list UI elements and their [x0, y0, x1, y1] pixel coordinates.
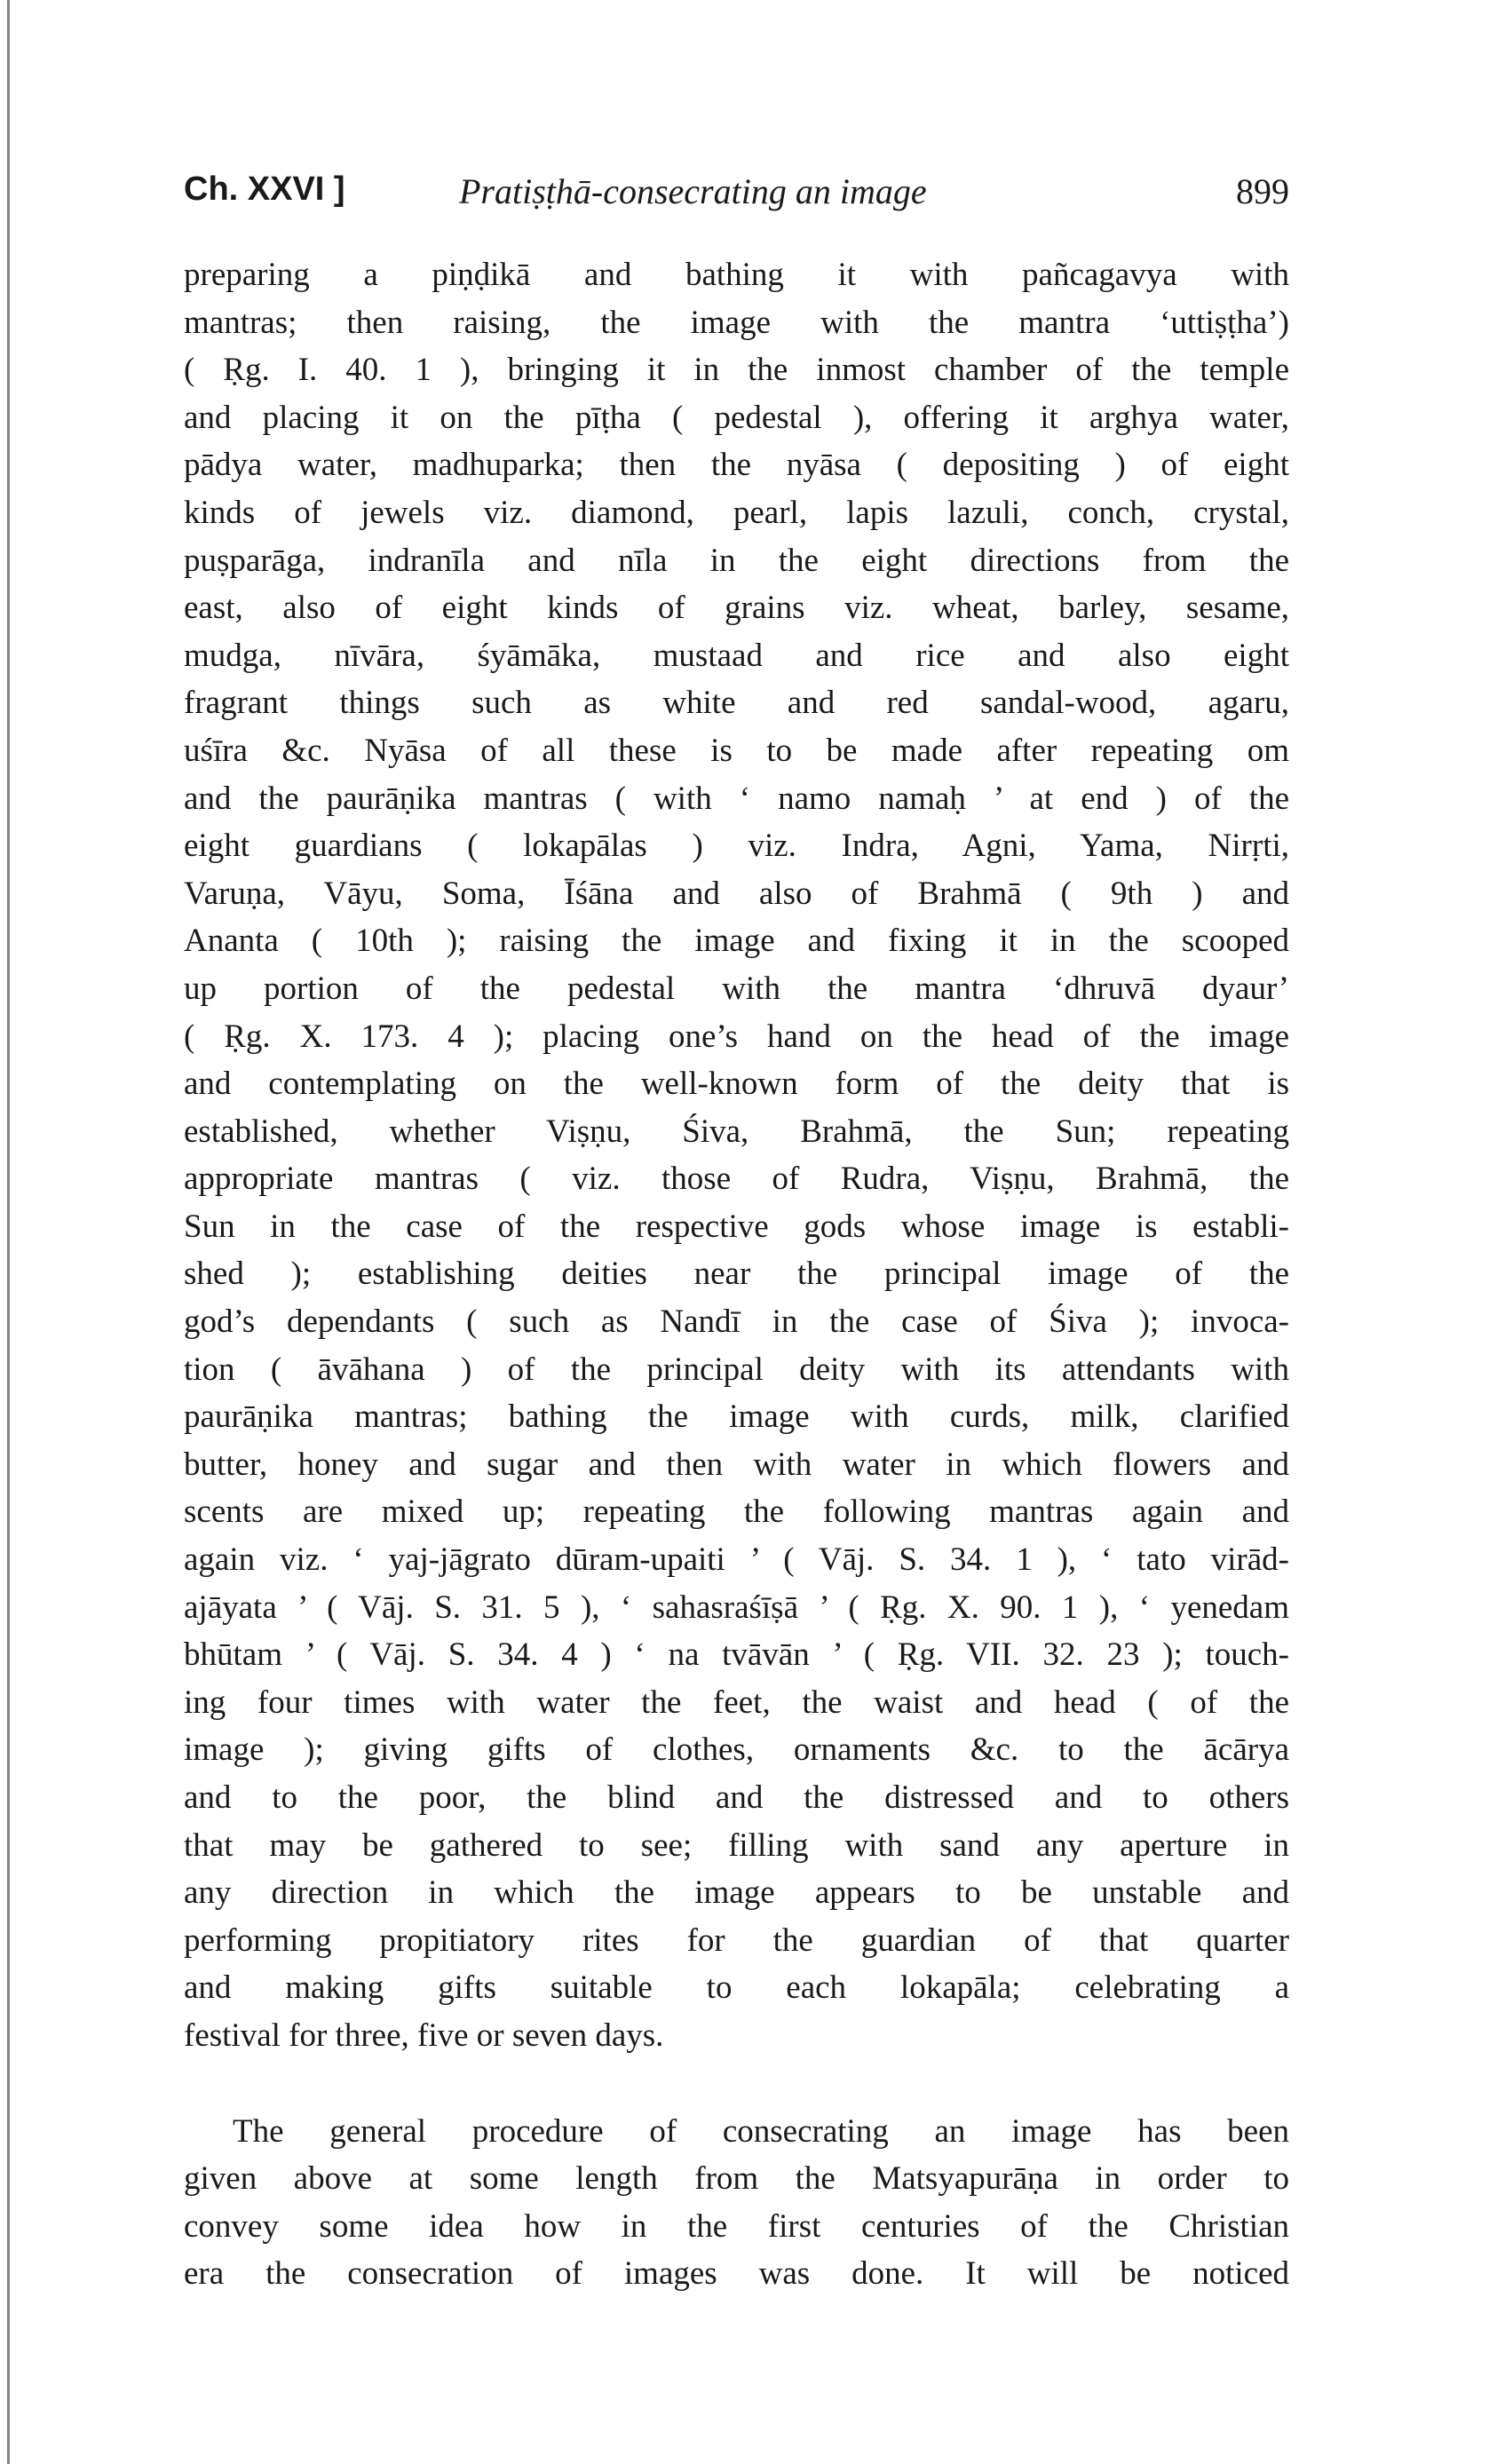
text-line: uśīra &c. Nyāsa of all these is to be made after repeating om	[184, 732, 1289, 769]
text-line: Varuṇa, Vāyu, Soma, Īśāna and also of Brahmā ( 9th ) and	[184, 875, 1289, 912]
text-line: pādya water, madhuparka; then the nyāsa ( depositing ) of eight	[184, 447, 1289, 484]
text-line: mantras; then raising, the image with the mantra ‘uttiṣṭha’)	[184, 304, 1289, 341]
chapter-label: Ch. XXVI ]	[184, 170, 345, 208]
text-line: and making gifts suitable to each lokapāla; celebrating a	[184, 1969, 1289, 2007]
text-line: any direction in which the image appears to be unstable and	[184, 1874, 1289, 1912]
text-line: tion ( āvāhana ) of the principal deity with its attendants with	[184, 1351, 1289, 1388]
text-line: preparing a piṇḍikā and bathing it with pañcagavya with	[184, 257, 1289, 293]
text-line: puṣparāga, indranīla and nīla in the eight directions from the	[184, 542, 1289, 579]
text-line: convey some idea how in the first centuries of the Christian	[184, 2207, 1289, 2245]
page-number: 899	[1236, 171, 1289, 211]
text-line: again viz. ‘ yaj-jāgrato dūram-upaiti ’ ( Vāj. S. 34. 1 ), ‘ tato virād-	[184, 1541, 1289, 1579]
text-line: shed ); establishing deities near the principal image of the	[184, 1256, 1289, 1293]
text-line: bhūtam ’ ( Vāj. S. 34. 4 ) ‘ na tvāvān ’ ( Ṛg. VII. 32. 23 ); touch-	[184, 1636, 1289, 1674]
body-text	[184, 251, 1289, 2298]
text-line: god’s dependants ( such as Nandī in the case of Śiva ); invoca-	[184, 1303, 1289, 1341]
text-line: appropriate mantras ( viz. those of Rudra, Viṣṇu, Brahmā, the	[184, 1161, 1289, 1198]
text-line: butter, honey and sugar and then with water in which flowers and	[184, 1446, 1289, 1483]
text-line: ( Ṛg. X. 173. 4 ); placing one’s hand on the head of the image	[184, 1018, 1289, 1055]
text-line: established, whether Viṣṇu, Śiva, Brahmā, the Sun; repeating	[184, 1113, 1289, 1150]
text-line: Ananta ( 10th ); raising the image and fixing it in the scooped	[184, 923, 1289, 960]
text-line: era the consecration of images was done. It will be noticed	[184, 2255, 1289, 2293]
scan-margin-line	[7, 0, 10, 2464]
running-title: Pratiṣṭhā-consecrating an image	[459, 171, 927, 211]
text-line: image ); giving gifts of clothes, ornaments &c. to the ācārya	[184, 1731, 1289, 1769]
paragraph-1	[184, 251, 1289, 2060]
text-line: The general procedure of consecrating an image has been	[233, 2112, 1289, 2150]
text-line: mudga, nīvāra, śyāmāka, mustaad and rice and also eight	[184, 637, 1289, 674]
text-line: eight guardians ( lokapālas ) viz. Indra, Agni, Yama, Nirṛti,	[184, 828, 1289, 865]
text-line: and placing it on the pīṭha ( pedestal ), offering it arghya water,	[184, 399, 1289, 436]
text-line: and contemplating on the well-known form of the deity that is	[184, 1066, 1289, 1103]
text-line: ing four times with water the feet, the waist and head ( of the	[184, 1684, 1289, 1721]
text-line: paurāṇika mantras; bathing the image with curds, milk, clarified	[184, 1398, 1289, 1436]
text-line: fragrant things such as white and red sandal-wood, agaru,	[184, 685, 1289, 722]
running-header	[184, 170, 1289, 224]
text-line: given above at some length from the Matsyapurāṇa in order to	[184, 2160, 1289, 2198]
text-line: up portion of the pedestal with the mantra ‘dhruvā dyaur’	[184, 970, 1289, 1007]
text-line: festival for three, five or seven days.	[184, 2016, 664, 2054]
text-line: and to the poor, the blind and the distressed and to others	[184, 1779, 1289, 1816]
text-line: that may be gathered to see; filling with sand any aperture in	[184, 1826, 1289, 1864]
text-line: performing propitiatory rites for the guardian of that quarter	[184, 1921, 1289, 1959]
text-line: ( Ṛg. I. 40. 1 ), bringing it in the inmost chamber of the temple	[184, 352, 1289, 389]
text-line: kinds of jewels viz. diamond, pearl, lapis lazuli, conch, crystal,	[184, 494, 1289, 531]
text-line: ajāyata ’ ( Vāj. S. 31. 5 ), ‘ sahasraśīṣā ’ ( Ṛg. X. 90. 1 ), ‘ yenedam	[184, 1589, 1289, 1626]
text-line: scents are mixed up; repeating the following mantras again and	[184, 1493, 1289, 1531]
paragraph-2	[184, 2108, 1289, 2298]
text-line: east, also of eight kinds of grains viz. wheat, barley, sesame,	[184, 590, 1289, 627]
text-line: Sun in the case of the respective gods whose image is establi-	[184, 1208, 1289, 1245]
text-line: and the paurāṇika mantras ( with ‘ namo namaḥ ’ at end ) of the	[184, 780, 1289, 817]
paragraph-spacer	[184, 2060, 1289, 2108]
